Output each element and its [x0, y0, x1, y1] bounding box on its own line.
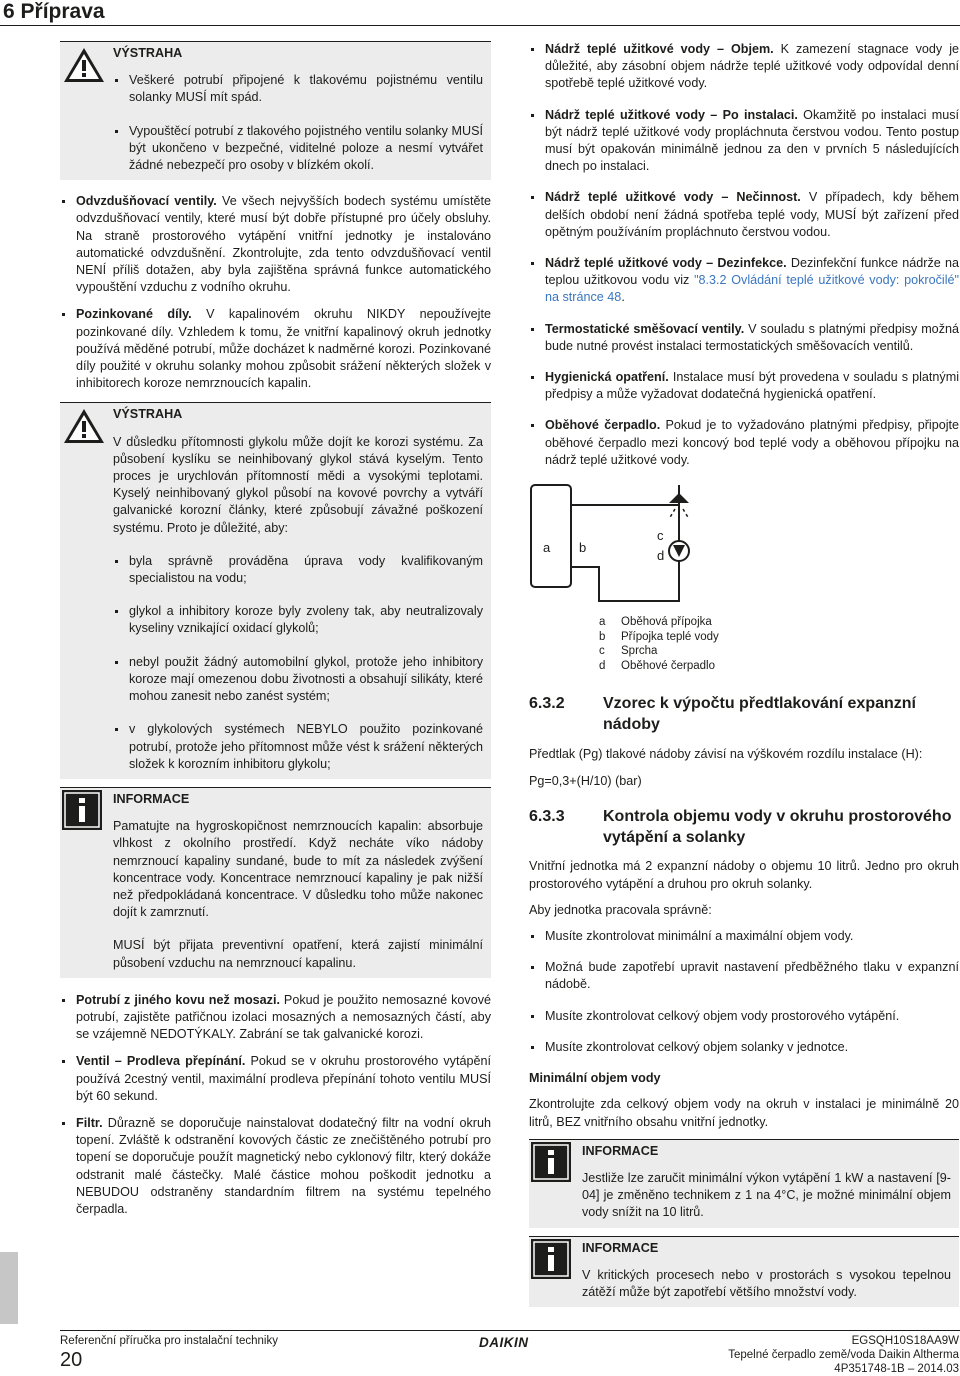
info-label: INFORMACE — [582, 1240, 659, 1255]
legend-text: Oběhová přípojka — [621, 616, 712, 629]
warning-item: v glykolových systémech NEBYLO použito pozinkované potrubí, protože jeho přítomnost může vést k srážení některých složek k korozním inhibitoru glykolu; — [113, 721, 483, 773]
warning-item: Veškeré potrubí připojené k tlakovému pojistnému ventilu solanky MUSÍ mít spád. — [113, 72, 483, 106]
paragraph: Vnitřní jednotka má 2 expanzní nádoby o objemu 10 litrů. Jedno pro okruh prostorového vytápění a druhou pro okruh solanky. — [529, 859, 959, 891]
info-text: V kritických procesech nebo v prostorách s vysokou tepelnou zátěží může být zapotřebí většího množství vody. — [582, 1267, 951, 1299]
section-heading-6-3-2 — [529, 693, 959, 735]
section-heading-6-3-3 — [529, 806, 959, 848]
info-box-3 — [529, 1236, 959, 1308]
list-item-odvzdusnovaci — [60, 193, 491, 296]
diagram-label-c: c — [657, 528, 664, 544]
list-item — [529, 189, 959, 241]
item-text: Okamžitě po instalaci musí být nádrž teplé užitkové vody propláchnuta čerstvou vodou. Tento postup musí být opakován minimálně jednou za den v prvních 5 následujících dnech po instalaci. — [545, 107, 959, 174]
warning-triangle-icon — [62, 406, 106, 446]
paragraph: Předtlak (Pg) tlakové nádoby závisí na výškovém rozdílu instalace (H): — [529, 747, 923, 762]
warning-box-1 — [60, 41, 491, 180]
item-text: Pokud se v okruhu prostorového vytápění používá 2cestný ventil, maximální prodleva přepínání tohoto ventilu MUSÍ být 60 sekund. — [76, 1054, 491, 1103]
item-term: Nádrž teplé užitkové vody – Dezinfekce. — [545, 256, 787, 271]
chapter-title: 6 Příprava — [3, 0, 105, 23]
item-term: Nádrž teplé užitkové vody – Nečinnost. — [545, 190, 801, 205]
item-text: . — [621, 290, 625, 305]
info-icon — [62, 790, 102, 830]
item-term: Hygienická opatření. — [545, 370, 669, 385]
right-list — [529, 41, 959, 469]
info-box-1 — [60, 787, 491, 978]
diagram-label-b: b — [579, 540, 587, 556]
list-item — [60, 992, 491, 1044]
item-term: Pozinkované díly. — [76, 307, 192, 322]
paragraph: Aby jednotka pracovala správně: — [529, 902, 712, 917]
item-text: V souladu s platnými předpisy možná bude nutné provést instalaci termostatických směšovacích ventilů. — [545, 321, 959, 353]
legend-key: d — [599, 659, 606, 672]
item-text: Důrazně se doporučuje nainstalovat dodatečný filtr na vodní okruh topení. Zvláště k odstranění kovových částic ze znečištěného potrubí pro topení se doporučuje použít magnetický nebo cyklonový filtr, který dokáže odstranit malé částečky. Malé částice mohou poškodit jednotku a NEBUDOU odstraněny standardním filtrem na systému tepelného čerpadla. — [76, 1115, 491, 1216]
info-icon — [531, 1142, 571, 1182]
diagram-legend — [599, 615, 959, 673]
page-number: 20 — [60, 1349, 83, 1371]
section-number: 6.3.2 — [529, 695, 565, 713]
footer-right-block — [728, 1334, 959, 1376]
list-item: Možná bude zapotřebí upravit nastavení předběžného tlaku v expanzní nádobě. — [529, 959, 959, 993]
footer-product: Tepelné čerpadlo země/voda Daikin Altherma — [728, 1349, 959, 1361]
warning-intro: V důsledku přítomnosti glykolu může dojít ke korozi systému. Za působení kyslíku se neinhibovaný glykol stává kyselým. Tento proces je urychlován přítomností mědi a vysokými teplotami. Kyselý neinhibovaný glykol působí na kovové povrchy a vytváří galvanické korozní články, které způsobují závažné poškození systému. Proto je důležité, aby: — [113, 434, 483, 535]
list-item-pozinkovane — [60, 306, 491, 392]
chapter-side-tab — [0, 1252, 18, 1324]
diagram-drawing — [529, 483, 959, 613]
section-number: 6.3.3 — [529, 808, 565, 826]
legend-key: a — [599, 616, 606, 629]
item-text: V případech, kdy během delších období není žádná spotřeba teplé vody, MUSÍ být zařízení před opětným používáním propláchnuto čerstvou vodou. — [545, 190, 960, 239]
check-list — [529, 928, 959, 1056]
item-text: V kapalinovém okruhu NIKDY nepoužívejte pozinkované díly. Vzhledem k tomu, že vnitřní kapalinový okruh jednotky používá měděné potrubí, může docházet k nadměrné korozi. Pozinkované díly použité v okruhu solanky mohou způsobit srážení některých složek v inhibitorech koroze nemrznoucích kapalin. — [76, 307, 491, 391]
page-footer — [60, 1330, 960, 1376]
info-label: INFORMACE — [113, 791, 190, 806]
left-list-2 — [60, 992, 491, 1218]
info-icon — [531, 1239, 571, 1279]
subheading: Minimální objem vody — [529, 1071, 661, 1086]
footer-model: EGSQH10S18AA9W — [851, 1335, 959, 1347]
list-item — [529, 255, 959, 307]
item-text: Dezinfekční funkce nádrže na teplou užitkovou vodu viz — [545, 256, 959, 288]
footer-doc-code: 4P351748-1B – 2014.03 — [834, 1363, 959, 1375]
daikin-logo — [479, 1335, 549, 1354]
formula: Pg=0,3+(H/10) (bar) — [529, 774, 642, 789]
diagram-label-d: d — [657, 548, 665, 564]
warning-triangle-icon — [62, 45, 106, 85]
warning-item: glykol a inhibitory koroze byly zvoleny tak, aby neutralizovaly kyseliny vznikající oxidací glykolů; — [113, 603, 483, 637]
item-term: Oběhové čerpadlo. — [545, 418, 661, 433]
item-term: Potrubí z jiného kovu než mosazi. — [76, 992, 280, 1007]
list-item: Musíte zkontrolovat celkový objem solanky v jednotce. — [529, 1039, 959, 1056]
item-term: Termostatické směšovací ventily. — [545, 321, 745, 336]
legend-text: Přípojka teplé vody — [621, 630, 719, 643]
warning-label: VÝSTRAHA — [113, 46, 183, 60]
list-item — [529, 107, 959, 176]
legend-text: Sprcha — [621, 645, 658, 658]
warning-item: nebyl použit žádný automobilní glykol, protože jeho inhibitory koroze mají omezenou dobu životnosti a obsahují silikáty, které mohou zanesit nebo zanést systém; — [113, 654, 483, 706]
left-column — [60, 41, 491, 1228]
diagram-label-a: a — [543, 540, 551, 556]
list-item — [60, 1053, 491, 1105]
footer-doc-type: Referenční příručka pro instalační techniky — [60, 1335, 278, 1347]
item-term: Odvzdušňovací ventily. — [76, 194, 217, 209]
item-text: Instalace musí být provedena v souladu s platnými předpisy a může vyžadovat dodatečná hygienická opatření. — [545, 370, 959, 402]
info-text: Jestliže lze zaručit minimální výkon vytápění 1 kW a nastavení [9-04] je změněno technikem z 1 na 4°C, je možné minimální objem vody snížit na 10 litrů. — [582, 1170, 951, 1220]
info-text: MUSÍ být přijata preventivní opatření, která zajistí minimální působení vzduchu na nemrznoucí kapalinu. — [113, 938, 483, 970]
list-item: Musíte zkontrolovat celkový objem vody prostorového vytápění. — [529, 1008, 959, 1025]
warning-box-2 — [60, 402, 491, 778]
list-item — [529, 41, 959, 93]
legend-key: b — [599, 630, 606, 643]
info-text: Pamatujte na hygroskopičnost nemrznoucích kapalin: absorbuje vlhkost z okolního prostředí. Když necháte víko nádoby nemrznoucí kapaliny sundané, bude to mít za následek zvýšení koncentrace vody. Koncentrace nemrznoucí kapaliny je pak nižší než předpokládaná koncentrace. V důsledku toho může nakonec dojít k zamrznutí. — [113, 819, 483, 920]
list-item: Musíte zkontrolovat minimální a maximální objem vody. — [529, 928, 959, 945]
warning-item: byla správně prováděna úprava vody kvalifikovaným specialistou na vodu; — [113, 553, 483, 587]
warning-list — [113, 553, 483, 773]
item-text: Ve všech nejvyšších bodech systému umístěte odvzdušňovací ventily, které musí být dobře přístupné pro účely obsluhy. Na straně prostorového vytápění vnitřní jednotky je instalováno automatické odvzdušnění. Zkontrolujte, zda tento odvzdušňovací ventil NENÍ příliš dotažen, aby byla zajištěna správná funkce automatického vypouštění vzduchu z vodního okruhu. — [76, 194, 491, 295]
brand-wordmark: DAIKIN — [479, 1335, 529, 1349]
section-title: Vzorec k výpočtu předtlakování expanzní nádoby — [603, 695, 916, 734]
list-item — [60, 1115, 491, 1218]
legend-key: c — [599, 645, 605, 658]
left-list-1 — [60, 193, 491, 392]
list-item — [529, 417, 959, 469]
legend-text: Oběhové čerpadlo — [621, 659, 715, 672]
item-text: Pokud je použito nemosazné kovové potrubí, zajistěte patřičnou izolaci mosazných a nemosazných částí, aby se vzájemně NEDOTÝKALY. Zabrání se tak galvanické korozi. — [76, 992, 491, 1042]
item-text: K zamezení stagnace vody je důležité, aby zásobní objem nádrže teplé užitkové vody odpovídal denní spotřebě teplé užitkové vody. — [545, 42, 959, 91]
item-term: Nádrž teplé užitkové vody – Objem. — [545, 42, 774, 56]
item-term: Nádrž teplé užitkové vody – Po instalaci. — [545, 107, 798, 122]
dhw-circulation-diagram — [529, 483, 959, 613]
info-box-2 — [529, 1139, 959, 1228]
section-title: Kontrola objemu vody v okruhu prostorového vytápění a solanky — [603, 808, 952, 847]
warning-list — [113, 72, 483, 174]
paragraph: Zkontrolujte zda celkový objem vody na okruh v instalaci je minimálně 20 litrů, BEZ vnitřního obsahu vnitřní jednotky. — [529, 1097, 959, 1129]
item-term: Ventil – Prodleva přepínání. — [76, 1054, 246, 1069]
info-label: INFORMACE — [582, 1143, 659, 1158]
item-term: Filtr. — [76, 1115, 103, 1130]
list-item — [529, 321, 959, 355]
warning-item: Vypouštěcí potrubí z tlakového pojistného ventilu solanky MUSÍ být ukončeno v bezpečné, viditelné poloze a nesmí vytvářet žádné nebezpečí pro osoby v blízkém okolí. — [113, 123, 483, 175]
daikin-logo-icon — [479, 1335, 549, 1349]
list-item — [529, 369, 959, 403]
cross-reference-link[interactable]: "8.3.2 Ovládání teplé užitkové vody: pokročilé" na stránce 48 — [545, 273, 959, 305]
warning-label: VÝSTRAHA — [113, 407, 183, 422]
item-text: Pokud je to vyžadováno platnými předpisy, připojte oběhové čerpadlo mezi koncový bod teplé vody a oběhovou přípojku na nádrž teplé užitkové vody. — [545, 418, 960, 467]
right-column — [529, 41, 959, 1307]
page-header — [0, 0, 960, 26]
